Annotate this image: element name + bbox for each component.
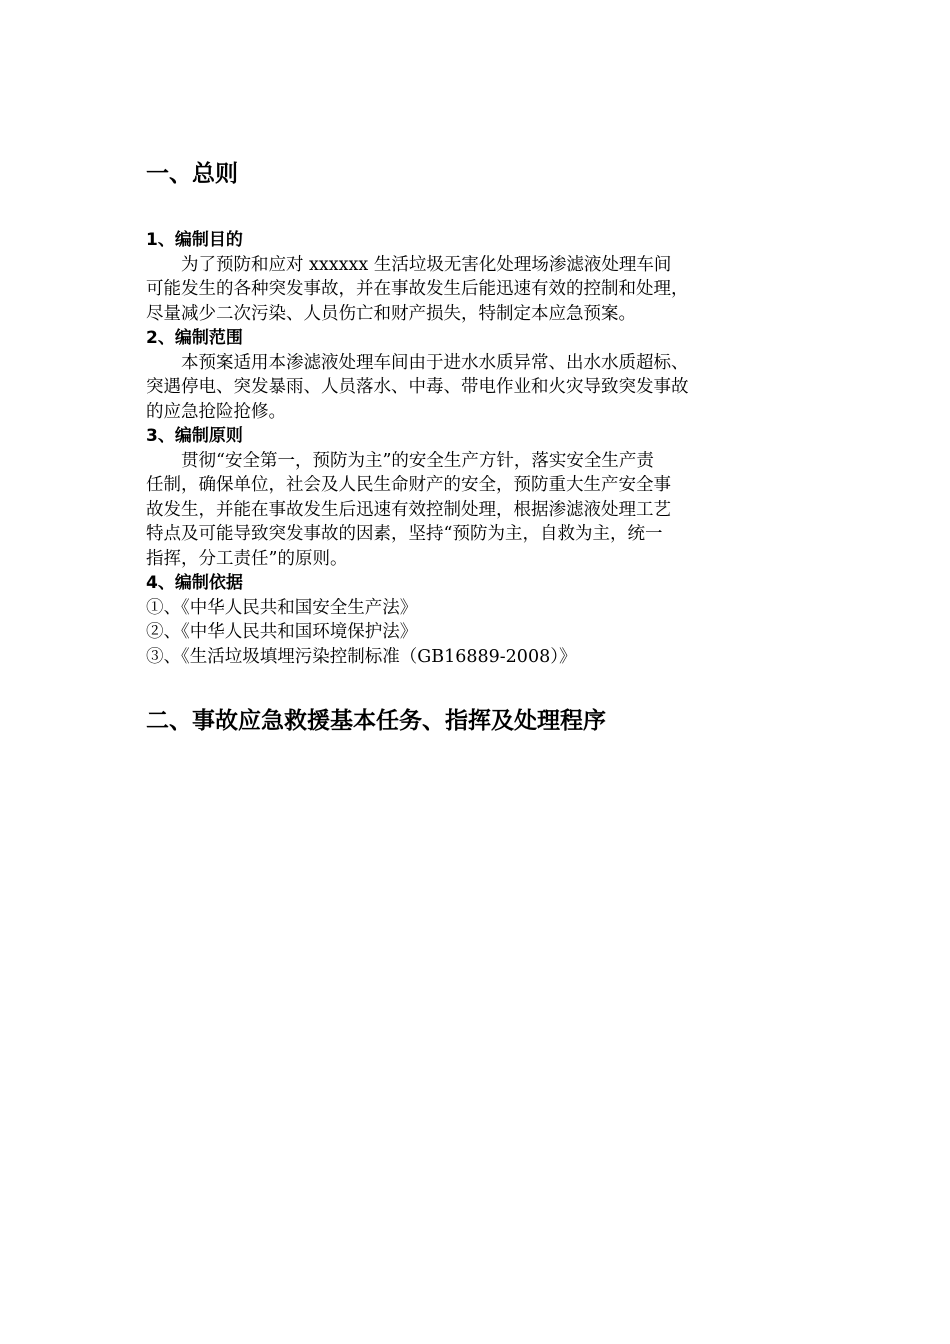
paragraph-line: 指挥，分工责任”的原则。: [146, 548, 348, 569]
reference-item: ②、《中华人民共和国环境保护法》: [146, 622, 418, 642]
paragraph-line: 的应急抢险抢修。: [146, 401, 286, 422]
heading-scope: 2、编制范围: [146, 328, 243, 348]
paragraph-line: 本预案适用本渗滤液处理车间由于进水水质异常、出水水质超标、: [181, 352, 689, 373]
paragraph-line: 可能发生的各种突发事故，并在事故发生后能迅速有效的控制和处理，: [146, 279, 689, 299]
paragraph-line: 故发生，并能在事故发生后迅速有效控制处理，根据渗滤液处理工艺: [146, 499, 671, 520]
paragraph-line: 贯彻“安全第一，预防为主”的安全生产方针，落实安全生产责: [181, 450, 654, 471]
reference-item: ③、《生活垃圾填埋污染控制标准（GB16889-2008）》: [146, 646, 577, 667]
reference-item: ①、《中华人民共和国安全生产法》: [146, 597, 418, 618]
heading-basis: 4、编制依据: [146, 573, 243, 593]
paragraph-line: 特点及可能导致突发事故的因素，坚持“预防为主，自救为主，统一: [146, 524, 663, 544]
paragraph-line: 为了预防和应对 xxxxxx 生活垃圾无害化处理场渗滤液处理车间: [181, 254, 672, 275]
paragraph-line: 突遇停电、突发暴雨、人员落水、中毒、带电作业和火灾导致突发事故: [146, 377, 689, 397]
heading-purpose: 1、编制目的: [146, 230, 243, 250]
paragraph-scope: [146, 351, 806, 425]
section-title-emergency: 二、事故应急救援基本任务、指挥及处理程序: [146, 708, 606, 734]
paragraph-principles: [146, 449, 806, 572]
paragraph-purpose: [146, 253, 806, 327]
paragraph-line: 尽量减少二次污染、人员伤亡和财产损失，特制定本应急预案。: [146, 303, 636, 324]
section-title-general: 一、总则: [146, 161, 238, 187]
paragraph-line: 任制，确保单位，社会及人民生命财产的安全，预防重大生产安全事: [146, 475, 671, 495]
heading-principles: 3、编制原则: [146, 426, 243, 446]
document-content: [146, 158, 806, 737]
